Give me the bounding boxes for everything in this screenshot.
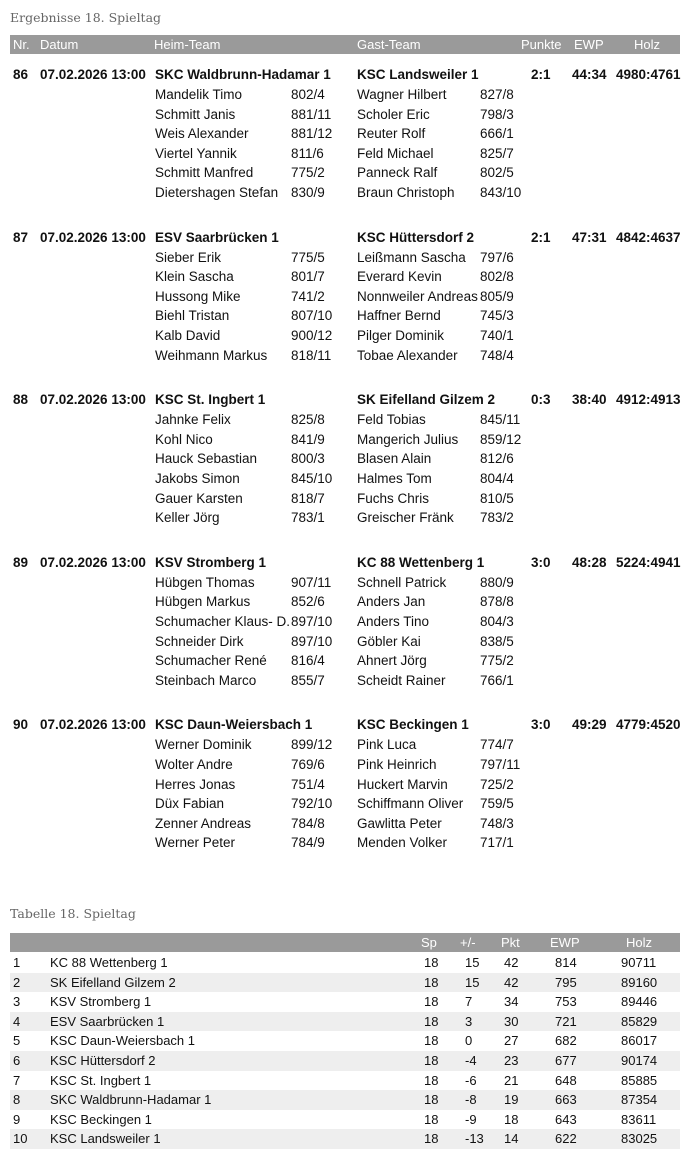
row-pkt: 19 — [504, 1092, 519, 1108]
row-team: SKC Waldbrunn-Hadamar 1 — [50, 1092, 212, 1108]
table-row — [10, 1090, 680, 1110]
home-player-name: Hauck Sebastian — [155, 451, 258, 467]
home-player-score: 802/4 — [291, 87, 325, 102]
home-player-score: 792/10 — [291, 796, 333, 812]
table-row — [10, 1110, 680, 1130]
row-pkt: 18 — [504, 1111, 519, 1127]
away-player-name: Blasen Alain — [357, 451, 432, 467]
home-player-name: Jakobs Simon — [155, 470, 240, 486]
row-rank: 9 — [13, 1111, 21, 1127]
match-number: 86 — [13, 67, 29, 82]
away-player-name: Feld Tobias — [357, 412, 426, 428]
away-team: KSC Beckingen 1 — [357, 717, 469, 733]
away-player-score: 802/8 — [480, 269, 514, 285]
home-player-name: Schneider Dirk — [155, 633, 244, 649]
match-date: 07.02.2026 13:00 — [40, 554, 146, 570]
away-player-score: 766/1 — [480, 672, 514, 688]
row-sp: 18 — [424, 974, 439, 990]
row-diff: 15 — [465, 955, 480, 970]
away-player-name: Tobae Alexander — [357, 347, 458, 363]
away-player-score: 725/2 — [480, 776, 514, 792]
home-player-name: Steinbach Marco — [155, 672, 257, 688]
row-team: KSC Beckingen 1 — [50, 1111, 152, 1127]
away-player-name: Menden Volker — [357, 835, 448, 851]
home-player-name: Hübgen Markus — [155, 594, 251, 610]
row-diff: -9 — [465, 1111, 477, 1127]
away-player-score: 774/7 — [480, 737, 514, 753]
away-player-name: Fuchs Chris — [357, 490, 430, 506]
away-player-name: Scheidt Rainer — [357, 672, 446, 688]
row-holz: 90711 — [621, 955, 657, 970]
match-block — [10, 717, 680, 867]
row-pkt: 23 — [504, 1053, 519, 1068]
match-ewp: 47:31 — [572, 229, 607, 245]
row-rank: 3 — [13, 994, 21, 1010]
away-player-name: Panneck Ralf — [357, 165, 438, 181]
row-team: KSV Stromberg 1 — [50, 994, 152, 1010]
away-player-score: 717/1 — [480, 835, 514, 851]
away-player-name: Anders Jan — [357, 594, 426, 610]
table-row — [10, 1031, 680, 1051]
match-points: 3:0 — [531, 717, 551, 733]
home-player-score: 881/12 — [291, 126, 333, 142]
match-block — [10, 67, 680, 217]
header-holz-table: Holz — [626, 935, 653, 950]
away-player-score: 843/10 — [480, 185, 522, 200]
away-team: KC 88 Wettenberg 1 — [357, 554, 485, 570]
away-player-name: Halmes Tom — [357, 470, 432, 486]
row-rank: 5 — [13, 1033, 21, 1049]
header-punkte: Punkte — [521, 37, 562, 52]
away-player-score: 812/6 — [480, 451, 514, 467]
row-diff: 0 — [465, 1033, 473, 1049]
away-player-name: Pink Heinrich — [357, 756, 437, 772]
row-sp: 18 — [424, 1111, 439, 1127]
header-ewp-table: EWP — [550, 935, 580, 950]
header-gast: Gast-Team — [357, 37, 421, 52]
home-player-name: Klein Sascha — [155, 269, 234, 285]
table-row — [10, 992, 680, 1012]
away-player-name: Haffner Bernd — [357, 308, 441, 324]
row-team: KC 88 Wettenberg 1 — [50, 955, 168, 970]
home-player-score: 841/9 — [291, 431, 325, 447]
row-ewp: 795 — [555, 974, 577, 990]
row-diff: 7 — [465, 994, 473, 1010]
home-player-score: 741/2 — [291, 288, 325, 304]
results-title: Ergebnisse 18. Spieltag — [10, 10, 162, 25]
home-player-name: Herres Jonas — [155, 776, 236, 792]
home-player-name: Kalb David — [155, 327, 221, 343]
match-block — [10, 230, 680, 380]
row-ewp: 663 — [555, 1092, 577, 1108]
row-pkt: 21 — [504, 1072, 519, 1088]
away-player-score: 748/3 — [480, 815, 514, 831]
home-player-name: Weihmann Markus — [155, 347, 268, 363]
home-player-score: 855/7 — [291, 672, 325, 688]
row-holz: 85829 — [621, 1013, 658, 1029]
home-player-name: Gauer Karsten — [155, 490, 243, 506]
row-rank: 7 — [13, 1072, 21, 1088]
home-player-name: Zenner Andreas — [155, 815, 252, 831]
row-sp: 18 — [424, 1131, 439, 1147]
row-sp: 18 — [424, 994, 439, 1010]
home-player-name: Schumacher René — [155, 653, 267, 669]
row-sp: 18 — [424, 1013, 439, 1029]
row-holz: 83025 — [621, 1131, 658, 1147]
row-holz: 89446 — [621, 994, 658, 1010]
match-block — [10, 392, 680, 542]
row-sp: 18 — [424, 955, 439, 970]
home-team: KSV Stromberg 1 — [155, 554, 267, 570]
table-row — [10, 1129, 680, 1149]
home-player-name: Jahnke Felix — [155, 412, 231, 428]
table-row — [10, 1051, 680, 1071]
home-player-score: 899/12 — [291, 737, 333, 753]
home-player-name: Schmitt Manfred — [155, 165, 254, 181]
home-player-score: 784/8 — [291, 815, 325, 831]
match-ewp: 38:40 — [572, 392, 607, 408]
home-player-name: Weis Alexander — [155, 126, 249, 142]
away-player-name: Gawlitta Peter — [357, 815, 442, 831]
row-holz: 85885 — [621, 1072, 658, 1088]
home-team: KSC Daun-Weiersbach 1 — [155, 717, 313, 733]
home-player-score: 900/12 — [291, 327, 333, 343]
home-player-name: Sieber Erik — [155, 249, 222, 265]
header-diff: +/- — [460, 935, 476, 950]
row-team: ESV Saarbrücken 1 — [50, 1013, 165, 1029]
away-player-score: 845/11 — [480, 412, 521, 428]
home-player-score: 751/4 — [291, 776, 325, 792]
row-diff: 3 — [465, 1013, 473, 1029]
row-team: KSC Hüttersdorf 2 — [50, 1053, 156, 1068]
away-player-score: 810/5 — [480, 490, 514, 506]
match-holz: 5224:4941 — [616, 554, 681, 570]
home-player-score: 818/11 — [291, 347, 332, 363]
row-diff: -6 — [465, 1072, 477, 1088]
row-rank: 2 — [13, 974, 21, 990]
table-row — [10, 1012, 680, 1032]
match-number: 88 — [13, 392, 29, 408]
match-number: 87 — [13, 229, 29, 245]
away-player-score: 827/8 — [480, 87, 514, 102]
home-team: ESV Saarbrücken 1 — [155, 229, 279, 245]
away-player-score: 666/1 — [480, 126, 514, 142]
row-holz: 83611 — [621, 1111, 657, 1127]
header-pkt: Pkt — [501, 935, 520, 950]
row-holz: 89160 — [621, 974, 658, 990]
match-points: 2:1 — [531, 67, 551, 82]
away-player-score: 804/4 — [480, 470, 514, 486]
row-sp: 18 — [424, 1072, 439, 1088]
away-player-name: Nonnweiler Andreas — [357, 288, 478, 304]
away-player-name: Ahnert Jörg — [357, 653, 427, 669]
home-player-score: 775/5 — [291, 249, 325, 265]
away-player-name: Schiffmann Oliver — [357, 796, 464, 812]
row-ewp: 648 — [555, 1072, 577, 1088]
away-player-name: Pilger Dominik — [357, 327, 445, 343]
away-player-name: Anders Tino — [357, 613, 430, 629]
row-ewp: 721 — [555, 1013, 577, 1029]
away-player-score: 748/4 — [480, 347, 514, 363]
away-player-name: Wagner Hilbert — [357, 87, 447, 102]
row-ewp: 682 — [555, 1033, 577, 1049]
table-title: Tabelle 18. Spieltag — [10, 906, 136, 921]
away-player-score: 878/8 — [480, 594, 514, 610]
home-player-score: 907/11 — [291, 574, 332, 590]
match-block — [10, 555, 680, 705]
match-points: 0:3 — [531, 392, 551, 408]
home-player-score: 769/6 — [291, 756, 325, 772]
away-player-name: Reuter Rolf — [357, 126, 426, 142]
home-player-name: Dietershagen Stefan — [155, 185, 279, 200]
away-player-score: 783/2 — [480, 510, 514, 526]
home-player-name: Werner Peter — [155, 835, 236, 851]
header-datum: Datum — [40, 37, 79, 52]
row-ewp: 622 — [555, 1131, 577, 1147]
match-ewp: 49:29 — [572, 717, 607, 733]
away-player-name: Braun Christoph — [357, 185, 455, 200]
home-player-score: 784/9 — [291, 835, 325, 851]
row-pkt: 30 — [504, 1013, 519, 1029]
away-player-name: Schnell Patrick — [357, 574, 447, 590]
away-player-score: 775/2 — [480, 653, 514, 669]
home-player-score: 830/9 — [291, 185, 325, 200]
away-team: SK Eifelland Gilzem 2 — [357, 392, 496, 408]
match-points: 2:1 — [531, 229, 551, 245]
header-heim: Heim-Team — [154, 37, 221, 52]
row-rank: 8 — [13, 1092, 21, 1108]
results-header — [10, 35, 680, 54]
away-player-score: 825/7 — [480, 145, 514, 161]
match-holz: 4980:4761 — [616, 67, 681, 82]
home-player-name: Schmitt Janis — [155, 106, 236, 122]
match-points: 3:0 — [531, 554, 551, 570]
away-player-name: Huckert Marvin — [357, 776, 448, 792]
home-player-score: 897/10 — [291, 613, 333, 629]
away-player-name: Mangerich Julius — [357, 431, 459, 447]
away-player-score: 797/11 — [480, 756, 521, 772]
away-player-score: 802/5 — [480, 165, 514, 181]
match-holz: 4842:4637 — [616, 229, 681, 245]
row-ewp: 814 — [555, 955, 577, 970]
row-rank: 4 — [13, 1013, 21, 1029]
home-player-name: Düx Fabian — [155, 796, 225, 812]
header-ewp: EWP — [574, 37, 604, 52]
away-player-score: 804/3 — [480, 613, 514, 629]
away-player-score: 880/9 — [480, 574, 514, 590]
away-player-score: 740/1 — [480, 327, 514, 343]
away-team: KSC Landsweiler 1 — [357, 67, 479, 82]
home-player-name: Hübgen Thomas — [155, 574, 255, 590]
home-player-score: 852/6 — [291, 594, 325, 610]
home-player-score: 897/10 — [291, 633, 333, 649]
row-diff: -8 — [465, 1092, 477, 1108]
row-pkt: 42 — [504, 974, 519, 990]
match-ewp: 44:34 — [572, 67, 607, 82]
away-player-name: Pink Luca — [357, 737, 417, 753]
home-player-name: Kohl Nico — [155, 431, 213, 447]
row-team: KSC St. Ingbert 1 — [50, 1072, 152, 1088]
home-player-name: Viertel Yannik — [155, 145, 237, 161]
row-diff: -13 — [465, 1131, 484, 1147]
home-player-score: 811/6 — [291, 145, 324, 161]
match-date: 07.02.2026 13:00 — [40, 392, 146, 408]
row-sp: 18 — [424, 1092, 439, 1108]
away-player-score: 859/12 — [480, 431, 522, 447]
row-pkt: 14 — [504, 1131, 519, 1147]
home-player-score: 881/11 — [291, 106, 332, 122]
home-player-name: Keller Jörg — [155, 510, 220, 526]
home-player-name: Wolter Andre — [155, 756, 233, 772]
home-player-score: 800/3 — [291, 451, 325, 467]
away-player-name: Everard Kevin — [357, 269, 442, 285]
away-player-score: 745/3 — [480, 308, 514, 324]
row-holz: 86017 — [621, 1033, 658, 1049]
table-row — [10, 973, 680, 993]
row-team: KSC Daun-Weiersbach 1 — [50, 1033, 195, 1049]
home-player-score: 775/2 — [291, 165, 325, 181]
away-player-name: Greischer Fränk — [357, 510, 454, 526]
home-player-score: 801/7 — [291, 269, 325, 285]
table-header — [10, 933, 680, 952]
home-player-name: Biehl Tristan — [155, 308, 230, 324]
home-player-name: Schumacher Klaus- D. — [155, 613, 291, 629]
home-player-score: 816/4 — [291, 653, 325, 669]
away-player-score: 798/3 — [480, 106, 514, 122]
header-nr: Nr. — [13, 37, 30, 52]
row-sp: 18 — [424, 1033, 439, 1049]
row-diff: -4 — [465, 1053, 477, 1068]
table-row — [10, 953, 680, 973]
away-player-score: 838/5 — [480, 633, 514, 649]
home-player-score: 825/8 — [291, 412, 325, 428]
match-number: 90 — [13, 717, 29, 733]
away-player-name: Scholer Eric — [357, 106, 430, 122]
home-player-score: 783/1 — [291, 510, 325, 526]
row-rank: 1 — [13, 955, 21, 970]
away-player-name: Göbler Kai — [357, 633, 421, 649]
match-holz: 4779:4520 — [616, 717, 681, 733]
row-pkt: 34 — [504, 994, 519, 1010]
match-date: 07.02.2026 13:00 — [40, 67, 146, 82]
match-ewp: 48:28 — [572, 554, 607, 570]
away-player-score: 797/6 — [480, 249, 514, 265]
row-holz: 87354 — [621, 1092, 658, 1108]
row-rank: 6 — [13, 1053, 21, 1068]
away-player-score: 759/5 — [480, 796, 514, 812]
away-player-name: Feld Michael — [357, 145, 434, 161]
header-sp: Sp — [421, 935, 437, 950]
row-sp: 18 — [424, 1053, 439, 1068]
home-player-score: 807/10 — [291, 308, 333, 324]
row-team: SK Eifelland Gilzem 2 — [50, 974, 176, 990]
table-row — [10, 1071, 680, 1091]
home-player-score: 818/7 — [291, 490, 325, 506]
row-ewp: 643 — [555, 1111, 577, 1127]
home-team: KSC St. Ingbert 1 — [155, 392, 266, 408]
home-player-name: Mandelik Timo — [155, 87, 243, 102]
away-team: KSC Hüttersdorf 2 — [357, 229, 475, 245]
row-ewp: 677 — [555, 1053, 577, 1068]
home-team: SKC Waldbrunn-Hadamar 1 — [155, 67, 331, 82]
match-date: 07.02.2026 13:00 — [40, 229, 146, 245]
home-player-name: Hussong Mike — [155, 288, 241, 304]
row-pkt: 27 — [504, 1033, 519, 1049]
away-player-name: Leißmann Sascha — [357, 249, 466, 265]
home-player-name: Werner Dominik — [155, 737, 252, 753]
match-number: 89 — [13, 554, 29, 570]
row-diff: 15 — [465, 974, 480, 990]
row-rank: 10 — [13, 1131, 28, 1147]
home-player-score: 845/10 — [291, 470, 333, 486]
row-team: KSC Landsweiler 1 — [50, 1131, 161, 1147]
row-holz: 90174 — [621, 1053, 658, 1068]
row-pkt: 42 — [504, 955, 519, 970]
header-holz: Holz — [634, 37, 661, 52]
match-date: 07.02.2026 13:00 — [40, 717, 146, 733]
row-ewp: 753 — [555, 994, 577, 1010]
match-holz: 4912:4913 — [616, 392, 681, 408]
away-player-score: 805/9 — [480, 288, 514, 304]
